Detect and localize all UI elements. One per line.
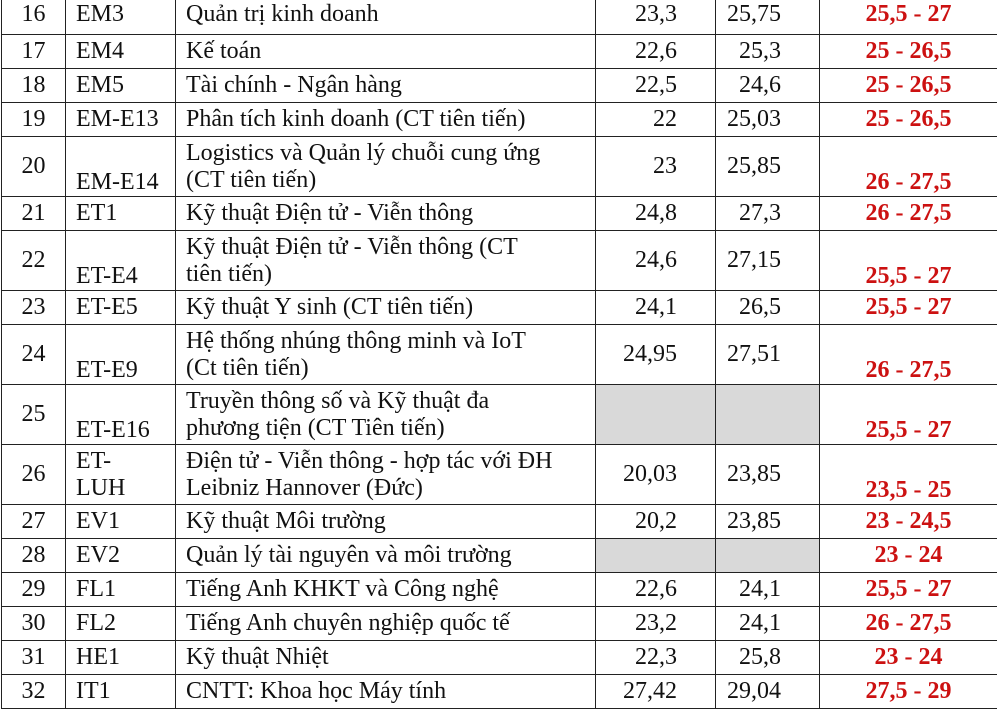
table-row (2, 325, 998, 385)
program-name (176, 35, 596, 69)
program-code-line: ET- (76, 447, 112, 474)
program-name-line: (CT tiên tiến) (186, 166, 317, 193)
program-code: ET-E16 (66, 385, 176, 445)
table-row (2, 675, 998, 709)
score-year-2: 24,1 (716, 573, 820, 607)
predicted-score-range: 25 - 26,5 (820, 103, 998, 137)
predicted-score-range: 26 - 27,5 (820, 325, 998, 385)
program-name-line: Kỹ thuật Nhiệt (186, 644, 329, 670)
score-year-2: 23,85 (716, 505, 820, 539)
program-name (176, 231, 596, 291)
program-name-line: Quản lý tài nguyên và môi trường (186, 542, 512, 568)
row-index: 30 (2, 607, 66, 641)
score-year-1: 22,5 (596, 69, 716, 103)
score-year-2: 23,85 (716, 445, 820, 505)
table-row (2, 69, 998, 103)
table-row (2, 505, 998, 539)
program-name-line: Kỹ thuật Điện tử - Viễn thông (CT (186, 233, 518, 260)
program-name-line: Kế toán (186, 38, 262, 64)
score-year-1: 24,95 (596, 325, 716, 385)
score-year-1: 24,6 (596, 231, 716, 291)
row-index: 32 (2, 675, 66, 709)
score-year-2: 27,15 (716, 231, 820, 291)
table-row (2, 35, 998, 69)
score-year-1 (596, 385, 716, 445)
program-name-line: Điện tử - Viễn thông - hợp tác với ĐH (186, 447, 553, 474)
row-index: 29 (2, 573, 66, 607)
score-year-2: 25,3 (716, 35, 820, 69)
score-year-2: 29,04 (716, 675, 820, 709)
score-year-2: 26,5 (716, 291, 820, 325)
score-year-2: 24,6 (716, 69, 820, 103)
program-name (176, 325, 596, 385)
program-name (176, 505, 596, 539)
table-row (2, 291, 998, 325)
row-index: 28 (2, 539, 66, 573)
score-year-1: 22,3 (596, 641, 716, 675)
program-name (176, 0, 596, 35)
score-year-1: 23,2 (596, 607, 716, 641)
predicted-score-range: 26 - 27,5 (820, 607, 998, 641)
score-year-2 (716, 539, 820, 573)
program-name (176, 641, 596, 675)
score-year-2: 25,75 (716, 0, 820, 35)
program-name (176, 69, 596, 103)
table-row (2, 197, 998, 231)
program-code (66, 445, 176, 505)
row-index: 24 (2, 325, 66, 385)
score-year-2: 25,85 (716, 137, 820, 197)
program-code: FL1 (66, 573, 176, 607)
program-name-line: tiên tiến) (186, 260, 272, 287)
program-name (176, 385, 596, 445)
score-year-2 (716, 385, 820, 445)
predicted-score-range: 23 - 24 (820, 539, 998, 573)
program-code: EM3 (66, 0, 176, 35)
program-name (176, 197, 596, 231)
program-code: ET-E5 (66, 291, 176, 325)
program-code: ET-E4 (66, 231, 176, 291)
table-row (2, 0, 998, 35)
program-name-line: Kỹ thuật Điện tử - Viễn thông (186, 200, 474, 226)
program-name (176, 573, 596, 607)
program-code: EM4 (66, 35, 176, 69)
table-row (2, 539, 998, 573)
program-name-line: Kỹ thuật Môi trường (186, 508, 386, 534)
table-row (2, 607, 998, 641)
program-code: IT1 (66, 675, 176, 709)
score-year-1: 20,2 (596, 505, 716, 539)
score-year-1: 22 (596, 103, 716, 137)
score-year-1 (596, 539, 716, 573)
predicted-score-range: 25,5 - 27 (820, 573, 998, 607)
program-name-line: CNTT: Khoa học Máy tính (186, 678, 447, 704)
predicted-score-range: 25,5 - 27 (820, 291, 998, 325)
predicted-score-range: 25,5 - 27 (820, 385, 998, 445)
program-name-line: Hệ thống nhúng thông minh và IoT (186, 327, 526, 354)
program-code: EV1 (66, 505, 176, 539)
predicted-score-range: 25 - 26,5 (820, 35, 998, 69)
score-year-1: 27,42 (596, 675, 716, 709)
program-code: EM-E14 (66, 137, 176, 197)
program-name-line: Truyền thông số và Kỹ thuật đa (186, 387, 490, 414)
program-name (176, 607, 596, 641)
program-name (176, 539, 596, 573)
admission-score-table (1, 0, 997, 709)
predicted-score-range: 26 - 27,5 (820, 197, 998, 231)
program-name-line: Tiếng Anh KHKT và Công nghệ (186, 576, 499, 602)
row-index: 20 (2, 137, 66, 197)
program-code: HE1 (66, 641, 176, 675)
program-code: ET-E9 (66, 325, 176, 385)
program-name-line: Tài chính - Ngân hàng (186, 72, 402, 98)
program-name-line: Logistics và Quản lý chuỗi cung ứng (186, 139, 541, 166)
predicted-score-range: 26 - 27,5 (820, 137, 998, 197)
score-year-2: 27,51 (716, 325, 820, 385)
program-name (176, 291, 596, 325)
row-index: 17 (2, 35, 66, 69)
score-year-2: 24,1 (716, 607, 820, 641)
score-year-1: 22,6 (596, 573, 716, 607)
row-index: 19 (2, 103, 66, 137)
program-code-line: LUH (76, 474, 126, 501)
score-year-1: 24,8 (596, 197, 716, 231)
program-name (176, 675, 596, 709)
program-name (176, 137, 596, 197)
table-row (2, 641, 998, 675)
row-index: 21 (2, 197, 66, 231)
score-year-1: 23,3 (596, 0, 716, 35)
program-name (176, 445, 596, 505)
predicted-score-range: 23,5 - 25 (820, 445, 998, 505)
program-name-line: phương tiện (CT Tiên tiến) (186, 414, 445, 441)
program-name (176, 103, 596, 137)
row-index: 25 (2, 385, 66, 445)
table-row (2, 573, 998, 607)
table-row (2, 231, 998, 291)
row-index: 22 (2, 231, 66, 291)
predicted-score-range: 25,5 - 27 (820, 0, 998, 35)
program-code: EM-E13 (66, 103, 176, 137)
row-index: 23 (2, 291, 66, 325)
row-index: 31 (2, 641, 66, 675)
program-name-line: Tiếng Anh chuyên nghiệp quốc tế (186, 610, 510, 636)
score-year-1: 20,03 (596, 445, 716, 505)
row-index: 16 (2, 0, 66, 35)
predicted-score-range: 27,5 - 29 (820, 675, 998, 709)
row-index: 27 (2, 505, 66, 539)
score-table-container (1, 0, 997, 722)
table-row (2, 385, 998, 445)
program-name-line: Phân tích kinh doanh (CT tiên tiến) (186, 106, 526, 132)
row-index: 26 (2, 445, 66, 505)
score-year-2: 25,8 (716, 641, 820, 675)
score-year-1: 23 (596, 137, 716, 197)
program-code: FL2 (66, 607, 176, 641)
table-row (2, 137, 998, 197)
score-year-1: 22,6 (596, 35, 716, 69)
predicted-score-range: 23 - 24 (820, 641, 998, 675)
table-row (2, 445, 998, 505)
program-name-line: Quản trị kinh doanh (186, 1, 379, 27)
program-code: ET1 (66, 197, 176, 231)
score-year-1: 24,1 (596, 291, 716, 325)
program-code: EM5 (66, 69, 176, 103)
row-index: 18 (2, 69, 66, 103)
program-name-line: Kỹ thuật Y sinh (CT tiên tiến) (186, 294, 474, 320)
program-name-line: (Ct tiên tiến) (186, 354, 309, 381)
program-name-line: Leibniz Hannover (Đức) (186, 474, 423, 501)
program-code: EV2 (66, 539, 176, 573)
predicted-score-range: 25,5 - 27 (820, 231, 998, 291)
score-year-2: 25,03 (716, 103, 820, 137)
table-row (2, 103, 998, 137)
predicted-score-range: 25 - 26,5 (820, 69, 998, 103)
score-year-2: 27,3 (716, 197, 820, 231)
predicted-score-range: 23 - 24,5 (820, 505, 998, 539)
